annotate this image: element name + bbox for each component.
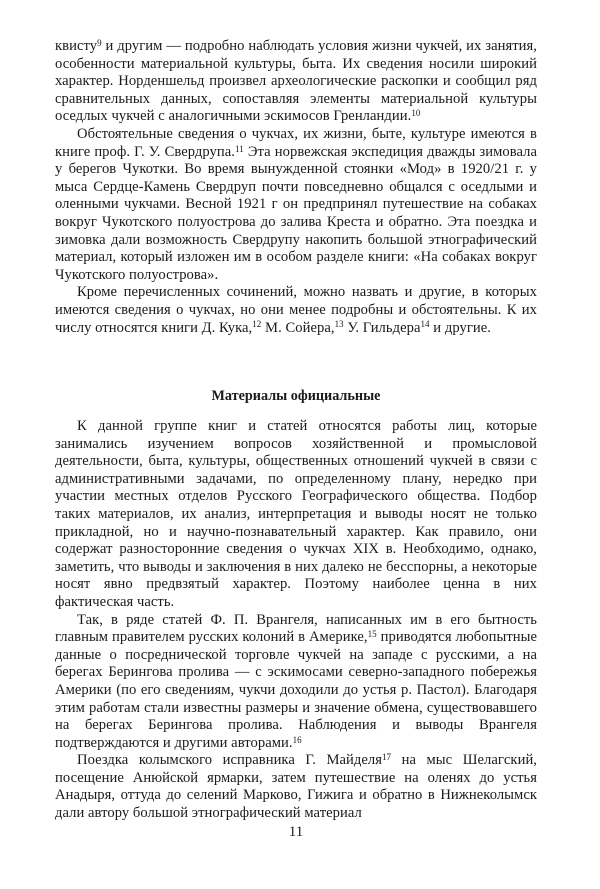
text-run: квисту — [55, 38, 98, 54]
footnote-ref-17[interactable]: 17 — [381, 752, 392, 763]
text-run: и другим — подробно наблюдать условия жизни чукчей, их занятия, особенности материальной культуры, быта. Их сведения носили широкий характер. Норденшельд произвел археологические раскопки и сообщил ряд сравнительных данных, сопоставляя элементы материальной культуры оседлых чукчей с аналогичными эскимосов Гренландии. — [55, 38, 537, 125]
footnote-ref-14[interactable]: 14 — [420, 319, 430, 330]
text-block-top — [55, 38, 537, 337]
footnote-ref-11[interactable]: 11 — [234, 143, 244, 154]
footnote-ref-13[interactable]: 13 — [334, 319, 344, 330]
text-run: приводятся любопытные данные о посреднической торговле чукчей на западе с русскими, а на берегах Берингова пролива — с эскимосами северно-западного побережья Америки (по его сведениям, чукчи доходили до устья р. Пастол). Благодаря этим работам стали известны размеры и значение обмена, существовавшего на берегах Берингова пролива. Наблюдения и выводы Врангеля подтверждаются и другими авторами. — [55, 629, 537, 751]
paragraph-1 — [55, 38, 537, 126]
footnote-ref-16[interactable]: 16 — [292, 734, 302, 745]
page-number: 11 — [288, 824, 304, 840]
text-run: К данной группе книг и статей относятся работы лиц, которые занимались изучением вопросов хозяйственной и промысловой деятельности, быта, культуры, общественных отношений чукчей в связи с административными задачами, по определенному плану, нередко при участии местных отделов Русского Географического общества. Подбор таких материалов, их анализ, интерпретация и выводы носят не только прикладной, но и научно-познавательный характер. Как правило, они содержат разносторонние сведения о чукчах XIX в. Необходимо, однако, заметить, что выводы и заключения в них далеко не бесспорны, а некоторые носят явно предвзятый характер. Поэтому наиболее ценна в них фактическая часть. — [55, 418, 537, 610]
text-run: Кроме перечисленных сочинений, можно назвать и другие, в которых имеются сведения о чукчах, но они менее подробны и обстоятельны. К их числу относятся книги Д. Кука, — [55, 284, 537, 336]
footnote-ref-15[interactable]: 15 — [367, 629, 377, 640]
paragraph-5 — [55, 612, 537, 753]
paragraph-3 — [55, 284, 537, 337]
text-run: Эта норвежская экспедиция дважды зимовала у берегов Чукотки. Во время вынужденной стоянки «Мод» в 1920/21 г. у мыса Сердце-Камень Свердруп почти повседневно общался с оседлыми и оленными чукчами. Весной 1921 г он предпринял путешествие на собаках вокруг Чукотского полуострова до залива Креста и обратно. Эта поездка и зимовка дали возможность Свердрупу накопить большой этнографический материал, который изложен им в особом разделе книги: «На собаках вокруг Чукотского полуострова». — [55, 143, 537, 283]
text-block-bottom — [55, 418, 537, 823]
text-run: и другие. — [429, 319, 491, 336]
paragraph-6 — [55, 752, 537, 822]
footnote-ref-12[interactable]: 12 — [252, 319, 262, 330]
footnote-ref-10[interactable]: 10 — [411, 108, 421, 119]
text-run: Обстоятельные сведения о чукчах, их жизни, быте, культуре имеются в книге проф. Г. У. Свердрупа. — [55, 125, 537, 160]
text-run: Поездка колымского исправника Г. Майделя — [77, 752, 382, 769]
text-run: Так, в ряде статей Ф. П. Врангеля, написанных им в его бытность главным правителем русских колоний в Америке, — [55, 611, 537, 646]
paragraph-4 — [55, 418, 537, 612]
footnote-ref-9[interactable]: 9 — [97, 37, 102, 48]
text-run: на мыс Шелагский, посещение Анюйской ярмарки, затем путешествие на оленях до устья Анадыря, оттуда до селений Марково, Гижига и обратно в Нижнеколымск дали автору большой этнографический материал — [55, 752, 537, 822]
paragraph-2 — [55, 126, 537, 284]
text-run: М. Сойера, — [261, 319, 335, 336]
section-heading: Материалы официальные — [211, 388, 381, 404]
text-run: У. Гильдера — [343, 319, 421, 336]
